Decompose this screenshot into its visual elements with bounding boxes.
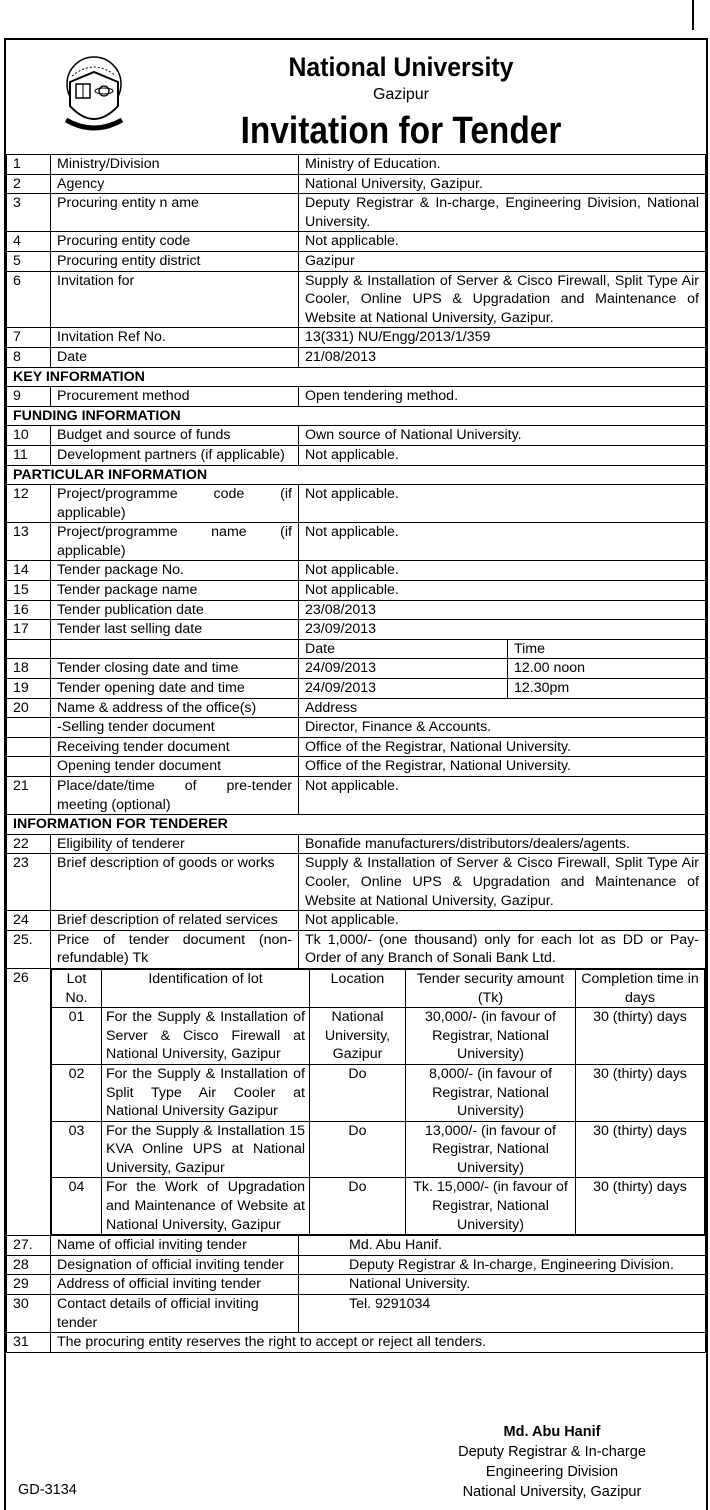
row-label: Tender last selling date: [51, 620, 299, 640]
row-label: Tender closing date and time: [51, 659, 299, 679]
row-number: 17: [7, 620, 51, 640]
row-value: Supply & Installation of Server & Cisco Firewall, Split Type Air Cooler, Online UPS & Upgradation and Maintenance of Website at National University, Gazipur.: [299, 854, 706, 911]
date-time-cell: [299, 659, 706, 679]
row-label: Price of tender document (non-refundable) Tk: [51, 930, 299, 968]
row-value: 23/09/2013: [299, 620, 706, 640]
date-value: 24/09/2013: [299, 659, 508, 678]
lot-completion: 30 (thirty) days: [576, 1178, 705, 1235]
lots-row: [7, 968, 706, 1235]
lot-identification: For the Supply & Installation 15 KVA Online UPS at National University, Gazipur: [102, 1121, 310, 1178]
tender-notice: [4, 38, 708, 1510]
organization-name: National University: [288, 52, 514, 82]
lot-completion: 30 (thirty) days: [576, 1121, 705, 1178]
row-number: [7, 639, 51, 659]
lot-number: 03: [52, 1121, 102, 1178]
lot-completion: 30 (thirty) days: [576, 1064, 705, 1121]
row-value: 23/08/2013: [299, 600, 706, 620]
row-value: Office of the Registrar, National University.: [299, 757, 706, 777]
row-value: Bonafide manufacturers/distributors/dealers/agents.: [299, 834, 706, 854]
section-heading: KEY INFORMATION: [7, 367, 706, 387]
row-label: Address of official inviting tender: [51, 1275, 299, 1295]
row-number: [7, 718, 51, 738]
table-row: [7, 387, 706, 407]
row-label: Project/programme code (if applicable): [51, 485, 299, 523]
row-label: Tender publication date: [51, 600, 299, 620]
row-number: 8: [7, 347, 51, 367]
row-number: 29: [7, 1275, 51, 1295]
row-value: Not applicable.: [299, 445, 706, 465]
row-label: Contact details of official inviting tender: [51, 1295, 299, 1333]
row-label: Procurement method: [51, 387, 299, 407]
table-row: [7, 600, 706, 620]
table-row: [7, 911, 706, 931]
row-value: Tk 1,000/- (one thousand) only for each lot as DD or Pay-Order of any Branch of Sonali Bank Ltd.: [299, 930, 706, 968]
row-label: Name of official inviting tender: [51, 1236, 299, 1256]
table-row: [7, 659, 706, 679]
row-label: Invitation for: [51, 271, 299, 328]
row-value: Deputy Registrar & In-charge, Engineering Division.: [299, 1255, 706, 1275]
row-value: National University, Gazipur.: [299, 174, 706, 194]
row-number: 14: [7, 561, 51, 581]
row-label: [51, 639, 299, 659]
table-row: [7, 679, 706, 699]
date-value: 24/09/2013: [299, 679, 508, 698]
row-number: 2: [7, 174, 51, 194]
row-value: Not applicable.: [299, 485, 706, 523]
row-number: 30: [7, 1295, 51, 1333]
row-number: 19: [7, 679, 51, 699]
lot-identification: For the Supply & Installation of Split Type Air Cooler at National University Gazipur: [102, 1064, 310, 1121]
row-value: Deputy Registrar & In-charge, Engineering Division, National University.: [299, 194, 706, 232]
office-row: [7, 737, 706, 757]
row-label: Ministry/Division: [51, 155, 299, 175]
table-row: [7, 174, 706, 194]
row-number: 5: [7, 251, 51, 271]
table-row: [7, 1236, 706, 1256]
row-value: 21/08/2013: [299, 347, 706, 367]
row-label: Place/date/time of pre-tender meeting (optional): [51, 777, 299, 815]
office-row: [7, 718, 706, 738]
row-value: Not applicable.: [299, 911, 706, 931]
row-value: Supply & Installation of Server & Cisco Firewall, Split Type Air Cooler, Online UPS & Upgradation and Maintenance of Website at National University, Gazipur.: [299, 271, 706, 328]
lots-header-cell: Completion time in days: [576, 969, 705, 1007]
row-value: 13(331) NU/Engg/2013/1/359: [299, 328, 706, 348]
lot-location: Do: [310, 1121, 406, 1178]
tender-table: [6, 154, 706, 1353]
table-row: [7, 854, 706, 911]
row-label: -Selling tender document: [51, 718, 299, 738]
table-row: [7, 581, 706, 601]
lot-number: 04: [52, 1178, 102, 1235]
section-information-for-tenderer: [7, 815, 706, 835]
row-value: Own source of National University.: [299, 426, 706, 446]
table-row: [7, 1275, 706, 1295]
date-header: Date: [299, 640, 508, 659]
row-number: 9: [7, 387, 51, 407]
row-number: 21: [7, 777, 51, 815]
row-value: Ministry of Education.: [299, 155, 706, 175]
row-label: Receiving tender document: [51, 737, 299, 757]
table-row: [7, 251, 706, 271]
lots-header-cell: Location: [310, 969, 406, 1007]
signatory-division: Engineering Division: [485, 1464, 619, 1480]
table-row: [7, 777, 706, 815]
row-number: 27.: [7, 1236, 51, 1256]
table-row: [7, 523, 706, 561]
table-row: [7, 698, 706, 718]
lots-header-cell: Tender security amount (Tk): [406, 969, 576, 1007]
row-label: Name & address of the office(s): [51, 698, 299, 718]
lots-container: [51, 968, 706, 1235]
lot-security: 13,000/- (in favour of Registrar, National University): [406, 1121, 576, 1178]
row-label: Tender package No.: [51, 561, 299, 581]
row-number: 25.: [7, 930, 51, 968]
table-row: [7, 347, 706, 367]
row-number: 20: [7, 698, 51, 718]
row-label: Project/programme name (if applicable): [51, 523, 299, 561]
row-number: 15: [7, 581, 51, 601]
row-value: Not applicable.: [299, 581, 706, 601]
row-label: Budget and source of funds: [51, 426, 299, 446]
row-number: 31: [7, 1333, 51, 1353]
row-number: [7, 737, 51, 757]
lots-table: [51, 969, 705, 1235]
row-value: Gazipur: [299, 251, 706, 271]
table-row: [7, 194, 706, 232]
row-number: 16: [7, 600, 51, 620]
row-value: Md. Abu Hanif.: [299, 1236, 706, 1256]
table-row: [7, 426, 706, 446]
lot-security: 30,000/- (in favour of Registrar, National University): [406, 1008, 576, 1065]
row-label: Opening tender document: [51, 757, 299, 777]
row-text: The procuring entity reserves the right to accept or reject all tenders.: [51, 1333, 706, 1353]
signatory-name: Md. Abu Hanif: [503, 1424, 601, 1440]
table-row: [7, 834, 706, 854]
date-time-header-row: [7, 639, 706, 659]
row-label: Invitation Ref No.: [51, 328, 299, 348]
table-row: [7, 485, 706, 523]
lot-location: Do: [310, 1064, 406, 1121]
row-value: Address: [299, 698, 706, 718]
table-row: [7, 328, 706, 348]
row-value: Director, Finance & Accounts.: [299, 718, 706, 738]
table-row: [7, 1333, 706, 1353]
row-number: 12: [7, 485, 51, 523]
organization-city: Gazipur: [372, 86, 430, 103]
university-emblem-icon: [56, 54, 132, 140]
row-number: 7: [7, 328, 51, 348]
section-heading: INFORMATION FOR TENDERER: [7, 815, 706, 835]
date-time-cell: [299, 639, 706, 659]
lot-security: 8,000/- (in favour of Registrar, National University): [406, 1064, 576, 1121]
row-value: Not applicable.: [299, 777, 706, 815]
row-label: Agency: [51, 174, 299, 194]
row-value: Tel. 9291034: [299, 1295, 706, 1333]
row-number: 11: [7, 445, 51, 465]
lots-header: [52, 969, 705, 1007]
row-label: Designation of official inviting tender: [51, 1255, 299, 1275]
row-number: 22: [7, 834, 51, 854]
table-row: [7, 1255, 706, 1275]
lot-row: [52, 1121, 705, 1178]
row-number: 28: [7, 1255, 51, 1275]
lot-identification: For the Work of Upgradation and Maintenance of Website at National University, Gazipur: [102, 1178, 310, 1235]
row-label: Date: [51, 347, 299, 367]
row-value: Open tendering method.: [299, 387, 706, 407]
time-value: 12.00 noon: [514, 660, 586, 677]
lot-number: 02: [52, 1064, 102, 1121]
row-value: National University.: [299, 1275, 706, 1295]
row-value: Not applicable.: [299, 523, 706, 561]
table-row: [7, 155, 706, 175]
page-title: Invitation for Tender: [240, 110, 562, 152]
row-number: 23: [7, 854, 51, 911]
section-particular-information: [7, 465, 706, 485]
row-number: 18: [7, 659, 51, 679]
row-label: Development partners (if applicable): [51, 445, 299, 465]
lot-row: [52, 1008, 705, 1065]
section-heading: PARTICULAR INFORMATION: [7, 465, 706, 485]
row-label: Procuring entity code: [51, 232, 299, 252]
row-label: Tender opening date and time: [51, 679, 299, 699]
row-label: Procuring entity district: [51, 251, 299, 271]
lot-security: Tk. 15,000/- (in favour of Registrar, National University): [406, 1178, 576, 1235]
signatory-designation: Deputy Registrar & In-charge: [458, 1444, 646, 1460]
table-row: [7, 561, 706, 581]
lot-identification: For the Supply & Installation of Server & Cisco Firewall at National University, Gazipur: [102, 1008, 310, 1065]
lot-location: National University, Gazipur: [310, 1008, 406, 1065]
row-number: 10: [7, 426, 51, 446]
footer-code: GD-3134: [18, 1482, 77, 1498]
row-number: 6: [7, 271, 51, 328]
row-value: Not applicable.: [299, 232, 706, 252]
table-row: [7, 271, 706, 328]
row-label: Brief description of goods or works: [51, 854, 299, 911]
top-corner-rule: [692, 0, 702, 30]
row-number: 4: [7, 232, 51, 252]
lot-completion: 30 (thirty) days: [576, 1008, 705, 1065]
table-row: [7, 445, 706, 465]
row-number: 13: [7, 523, 51, 561]
time-value: 12.30pm: [514, 680, 570, 697]
table-row: [7, 620, 706, 640]
row-number: 3: [7, 194, 51, 232]
row-number: 26: [7, 968, 51, 1235]
table-row: [7, 232, 706, 252]
section-heading: FUNDING INFORMATION: [7, 406, 706, 426]
time-header: Time: [514, 640, 546, 657]
table-row: [7, 1295, 706, 1333]
lot-number: 01: [52, 1008, 102, 1065]
row-number: 24: [7, 911, 51, 931]
table-row: [7, 930, 706, 968]
section-funding-information: [7, 406, 706, 426]
row-value: Not applicable.: [299, 561, 706, 581]
signatory-address: National University, Gazipur: [462, 1484, 642, 1500]
row-label: Brief description of related services: [51, 911, 299, 931]
lots-header-cell: Identification of lot: [102, 969, 310, 1007]
section-key-information: [7, 367, 706, 387]
row-number: 1: [7, 155, 51, 175]
office-row: [7, 757, 706, 777]
lot-row: [52, 1178, 705, 1235]
row-number: [7, 757, 51, 777]
lot-location: Do: [310, 1178, 406, 1235]
lots-header-cell: Lot No.: [52, 969, 102, 1007]
row-value: Office of the Registrar, National University.: [299, 737, 706, 757]
row-label: Eligibility of tenderer: [51, 834, 299, 854]
row-label: Tender package name: [51, 581, 299, 601]
row-label: Procuring entity n ame: [51, 194, 299, 232]
date-time-cell: [299, 679, 706, 699]
lot-row: [52, 1064, 705, 1121]
signature-block: [422, 1422, 682, 1502]
